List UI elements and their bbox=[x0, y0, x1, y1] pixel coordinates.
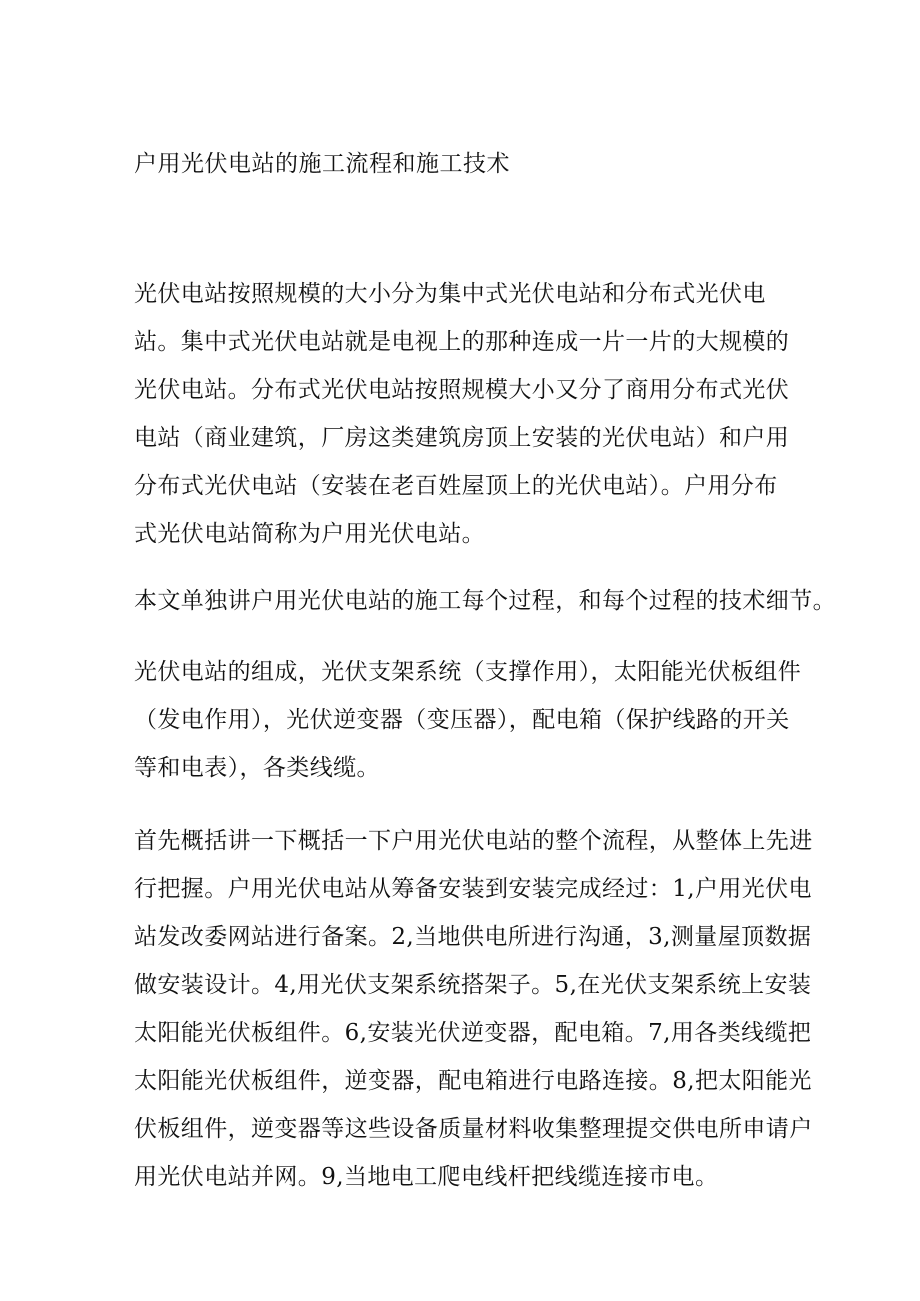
text-line: 太阳能光伏板组件，逆变器，配电箱进行电路连接。8,把太阳能光 bbox=[134, 1068, 812, 1094]
document-title: 户用光伏电站的施工流程和施工技术 bbox=[134, 151, 510, 177]
paragraph-process-overview bbox=[134, 817, 813, 1201]
text-line: 等和电表），各类线缆。 bbox=[134, 755, 380, 781]
text-line: 分布式光伏电站（安装在老百姓屋顶上的光伏电站）。户用分布 bbox=[134, 473, 778, 499]
text-line: 站。集中式光伏电站就是电视上的那种连成一片一片的大规模的 bbox=[134, 329, 790, 355]
text-line: （发电作用），光伏逆变器（变压器），配电箱（保护线路的开关 bbox=[134, 707, 790, 733]
text-line: 太阳能光伏板组件。6,安装光伏逆变器，配电箱。7,用各类线缆把 bbox=[134, 1020, 812, 1046]
text-line: 光伏电站按照规模的大小分为集中式光伏电站和分布式光伏电 bbox=[134, 281, 766, 307]
text-line: 本文单独讲户用光伏电站的施工每个过程，和每个过程的技术细节。 bbox=[134, 588, 836, 614]
text-line: 伏板组件，逆变器等这些设备质量材料收集整理提交供电所申请户 bbox=[134, 1116, 813, 1142]
paragraph-components bbox=[134, 648, 802, 792]
text-line: 式光伏电站简称为户用光伏电站。 bbox=[134, 521, 485, 547]
text-line: 光伏电站。分布式光伏电站按照规模大小又分了商用分布式光伏 bbox=[134, 377, 790, 403]
text-line: 光伏电站的组成，光伏支架系统（支撑作用），太阳能光伏板组件 bbox=[134, 659, 802, 685]
text-line: 做安装设计。4,用光伏支架系统搭架子。5,在光伏支架系统上安装 bbox=[134, 972, 812, 998]
paragraph-scale-types bbox=[134, 270, 794, 558]
text-line: 行把握。户用光伏电站从筹备安装到安装完成经过：1,户用光伏电 bbox=[134, 876, 812, 902]
text-line: 首先概括讲一下概括一下户用光伏电站的整个流程，从整体上先进 bbox=[134, 828, 813, 854]
text-line: 用光伏电站并网。9,当地电工爬电线杆把线缆连接市电。 bbox=[134, 1164, 719, 1190]
text-line: 电站（商业建筑，厂房这类建筑房顶上安装的光伏电站）和户用 bbox=[134, 425, 790, 451]
text-line: 站发改委网站进行备案。2,当地供电所进行沟通，3,测量屋顶数据 bbox=[134, 924, 812, 950]
paragraph-scope bbox=[134, 577, 836, 625]
